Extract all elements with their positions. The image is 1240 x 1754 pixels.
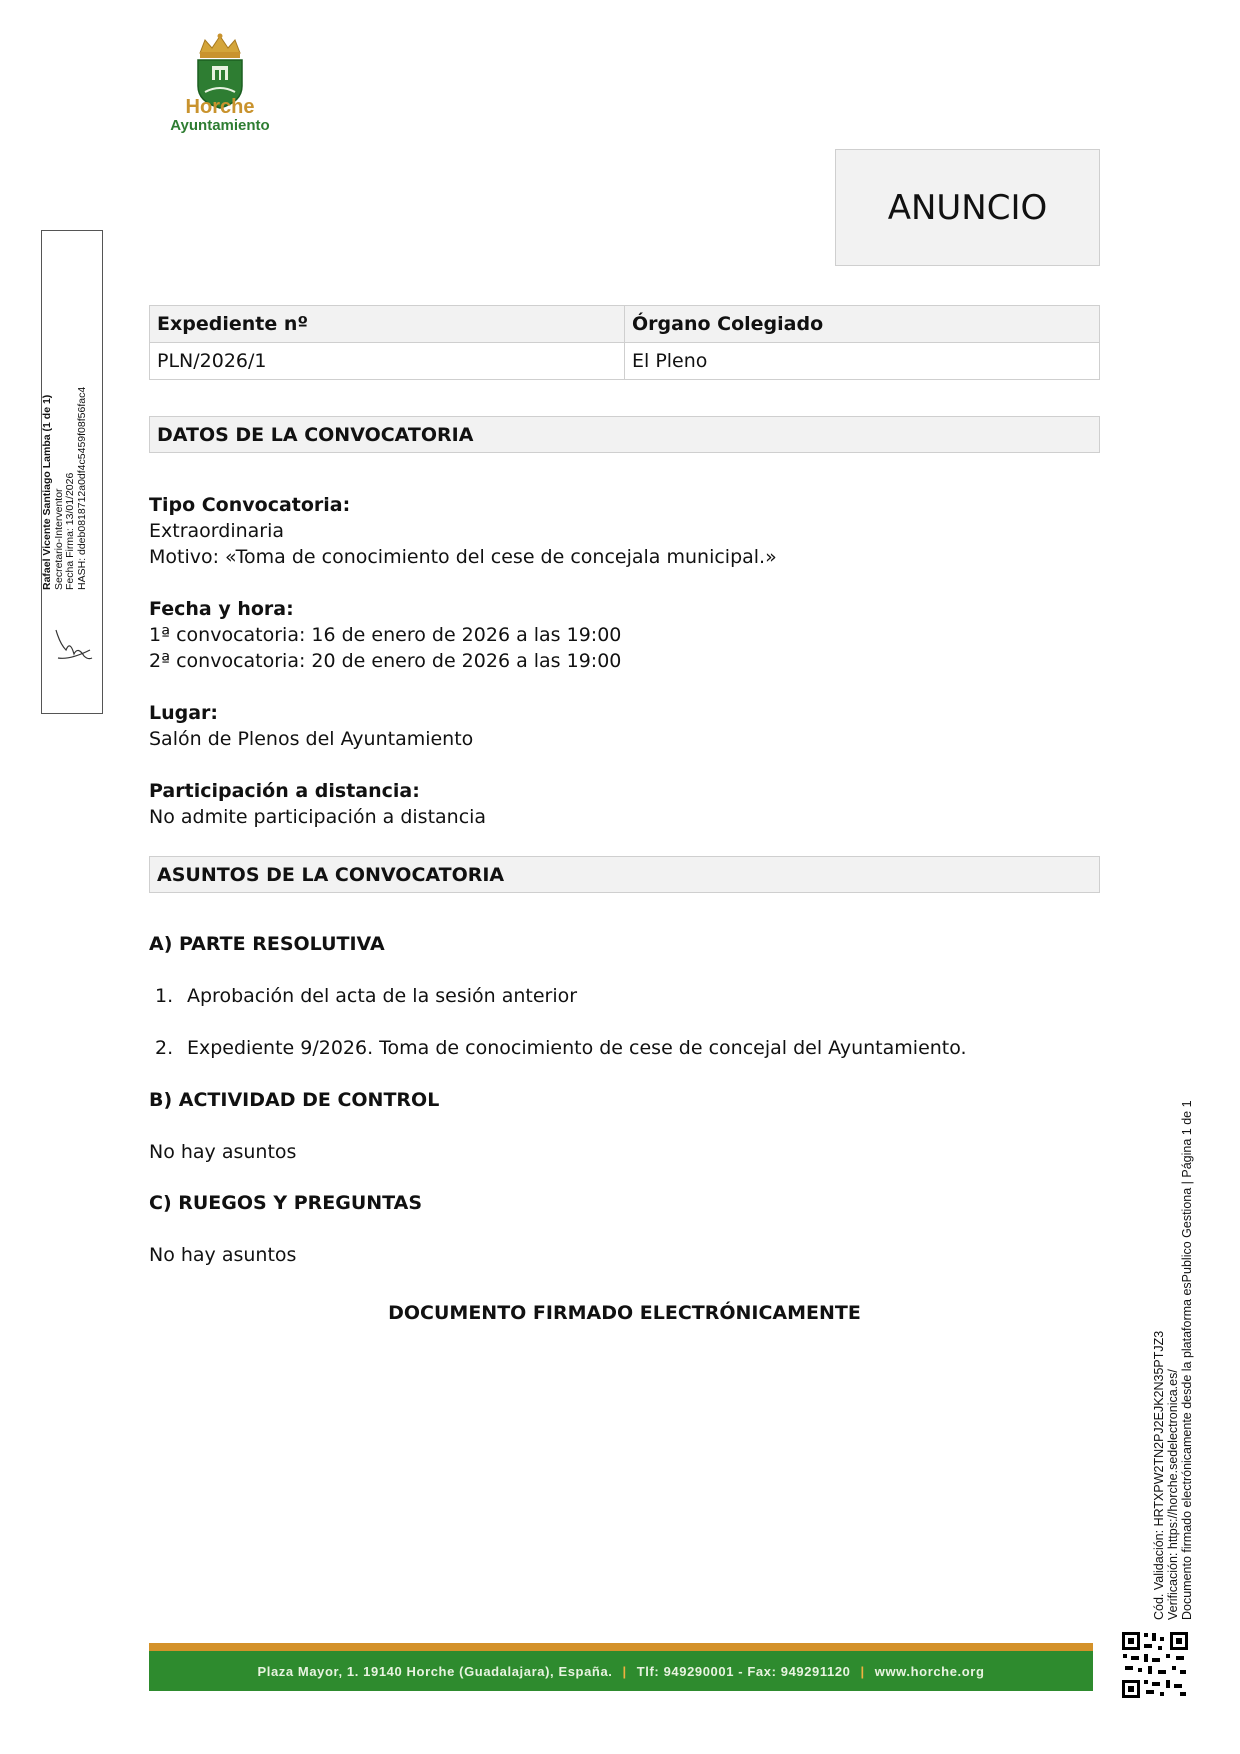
signature-details [42,160,88,590]
expediente-header: Expediente nº [150,306,625,343]
list-item: Expediente 9/2026. Toma de conocimiento de cese de concejal del Ayuntamiento. [187,1037,967,1059]
list-item-number: 1. [155,985,174,1007]
tipo-label: Tipo Convocatoria: [149,494,351,516]
footer-bar [149,1651,1093,1691]
verification-block [1152,1100,1194,1620]
participacion-label: Participación a distancia: [149,780,420,802]
signature-date: Fecha Firma: 13/01/2026 [64,472,76,590]
footer-address: Plaza Mayor, 1. 19140 Horche (Guadalajara), España. [257,1663,613,1679]
parte-b-value: No hay asuntos [149,1141,297,1163]
validation-code: Cód. Validación: HRTXPW2TN2PJ2EJK2N35PTJZ3 [1152,1330,1166,1620]
document-type-box: ANUNCIO [835,149,1100,266]
footer-web: www.horche.org [874,1663,985,1679]
footer-separator: | [860,1663,865,1679]
verification-url: Verificación: https://horche.sedelectronica.es/ [1166,1369,1180,1620]
section-datos-convocatoria: DATOS DE LA CONVOCATORIA [149,416,1100,453]
lugar-value: Salón de Plenos del Ayuntamiento [149,728,474,750]
signer-name: Rafael Vicente Santiago Lamba (1 de 1) [41,394,53,590]
motivo-text: Motivo: «Toma de conocimiento del cese de concejala municipal.» [149,546,777,568]
fecha-label: Fecha y hora: [149,598,294,620]
logo-title: Horche [185,96,255,118]
signer-role: Secretario-Interventor [52,488,65,590]
parte-a-title: A) PARTE RESOLUTIVA [149,933,385,955]
section-asuntos-convocatoria: ASUNTOS DE LA CONVOCATORIA [149,856,1100,893]
tipo-value: Extraordinaria [149,520,285,542]
parte-c-title: C) RUEGOS Y PREGUNTAS [149,1192,423,1214]
primera-convocatoria: 1ª convocatoria: 16 de enero de 2026 a las 19:00 [149,624,622,646]
expediente-table [149,305,1100,379]
organo-value: El Pleno [625,343,1100,380]
handwritten-signature-icon [50,620,98,668]
list-item: Aprobación del acta de la sesión anterior [187,985,578,1007]
qr-code-icon [1120,1630,1190,1700]
organo-header: Órgano Colegiado [625,306,1100,343]
firma-electronica-note: DOCUMENTO FIRMADO ELECTRÓNICAMENTE [388,1302,861,1324]
footer-separator: | [622,1663,627,1679]
logo-subtitle: Ayuntamiento [170,117,270,134]
signature-hash: HASH: ddeb0818712a0df4c5459f08f56fac4 [75,386,88,590]
expediente-value: PLN/2026/1 [150,343,625,380]
parte-b-title: B) ACTIVIDAD DE CONTROL [149,1089,440,1111]
list-item-number: 2. [155,1037,174,1059]
participacion-value: No admite participación a distancia [149,806,487,828]
segunda-convocatoria: 2ª convocatoria: 20 de enero de 2026 a las 19:00 [149,650,622,672]
parte-c-value: No hay asuntos [149,1244,297,1266]
lugar-label: Lugar: [149,702,219,724]
platform-note: Documento firmado electrónicamente desde la plataforma esPublico Gestiona | Página 1 de 1 [1180,1100,1194,1620]
footer-gold-stripe [149,1643,1093,1651]
footer-phone: Tlf: 949290001 - Fax: 949291120 [636,1663,851,1679]
